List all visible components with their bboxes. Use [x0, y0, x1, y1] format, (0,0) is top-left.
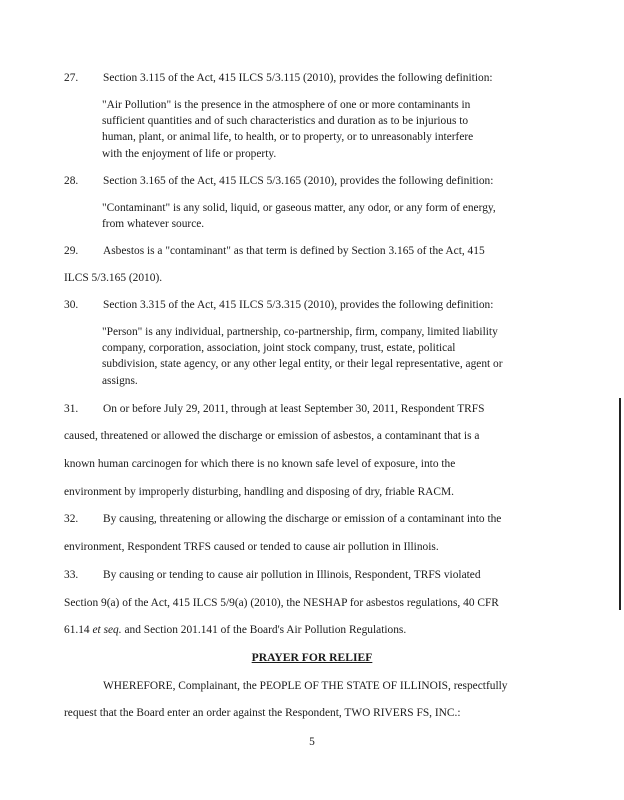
paragraph-28-text: Section 3.165 of the Act, 415 ILCS 5/3.165 (2010), provides the following definition:	[103, 175, 494, 187]
prayer-for-relief-heading: PRAYER FOR RELIEF	[251, 651, 373, 664]
paragraph-30-text: Section 3.315 of the Act, 415 ILCS 5/3.315 (2010), provides the following definition:	[103, 299, 494, 311]
paragraph-29-line-1: Asbestos is a "contaminant" as that term is defined by Section 3.165 of the Act, 415	[103, 245, 485, 257]
paragraph-31-number: 31.	[64, 403, 79, 415]
et-seq-italic: et seq.	[92, 624, 122, 636]
prayer-line-1: WHEREFORE, Complainant, the PEOPLE OF THE STATE OF ILLINOIS, respectfully	[103, 680, 508, 692]
paragraph-33-line-1: By causing or tending to cause air pollution in Illinois, Respondent, TRFS violated	[103, 569, 481, 581]
paragraph-29-number: 29.	[64, 245, 79, 257]
prayer-line-2: request that the Board enter an order against the Respondent, TWO RIVERS FS, INC.:	[64, 707, 461, 719]
paragraph-31-line-2: caused, threatened or allowed the discharge or emission of asbestos, a contaminant that is a	[64, 430, 480, 442]
paragraph-28-number: 28.	[64, 175, 79, 187]
air-pollution-definition-quote: "Air Pollution" is the presence in the atmosphere of one or more contaminants in sufficient quantities and of such characteristics and duration as to be injurious to human, plant, or animal life, to health, or to property, or to unreasonably interfere with the enjoyment of life or property.	[102, 99, 474, 160]
page-number: 5	[309, 736, 315, 748]
paragraph-33-line-3	[64, 623, 406, 637]
paragraph-32-line-1: By causing, threatening or allowing the discharge or emission of a contaminant into the	[103, 513, 502, 525]
paragraph-31-line-3: known human carcinogen for which there is no known safe level of exposure, into the	[64, 458, 456, 470]
paragraph-33-line-2: Section 9(a) of the Act, 415 ILCS 5/9(a) (2010), the NESHAP for asbestos regulations, 40 CFR	[64, 597, 499, 609]
paragraph-33-number: 33.	[64, 569, 79, 581]
paragraph-31-line-4: environment by improperly disturbing, handling and disposing of dry, friable RACM.	[64, 486, 454, 498]
margin-scan-line	[619, 398, 621, 610]
paragraph-32-line-2: environment, Respondent TRFS caused or tended to cause air pollution in Illinois.	[64, 541, 439, 553]
person-definition-quote: "Person" is any individual, partnership, co-partnership, firm, company, limited liability company, corporation, association, joint stock company, trust, estate, political subdivision, state agency, or any other legal entity, or their legal representative, agent or assigns.	[102, 326, 503, 387]
paragraph-30-number: 30.	[64, 299, 79, 311]
paragraph-32-number: 32.	[64, 513, 79, 525]
paragraph-29-line-2: ILCS 5/3.165 (2010).	[64, 272, 163, 284]
cfr-section: 61.14	[64, 624, 90, 636]
board-regulations-text: and Section 201.141 of the Board's Air Pollution Regulations.	[124, 624, 407, 636]
contaminant-definition-quote: "Contaminant" is any solid, liquid, or gaseous matter, any odor, or any form of energy, from whatever source.	[102, 202, 496, 231]
paragraph-27-text: Section 3.115 of the Act, 415 ILCS 5/3.115 (2010), provides the following definition:	[103, 72, 493, 84]
paragraph-31-line-1: On or before July 29, 2011, through at least September 30, 2011, Respondent TRFS	[103, 403, 485, 415]
paragraph-27-number: 27.	[64, 72, 79, 84]
